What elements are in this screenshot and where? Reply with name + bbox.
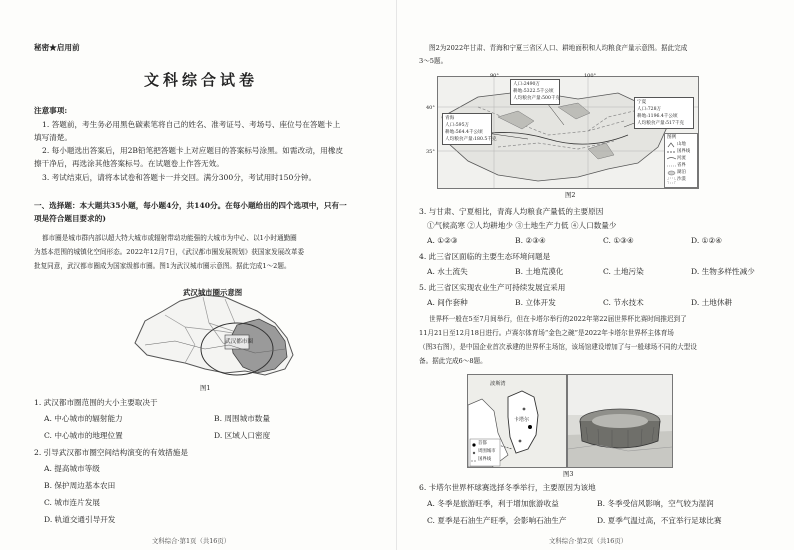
ningxia-population: 人口:728万 [637, 107, 662, 112]
secret-label: 秘密★启用前 [34, 43, 80, 52]
q1-option-b[interactable]: B. 周围城市数量 [214, 414, 270, 423]
q3-stem: 3. 与甘肃、宁夏相比，青海人均粮食产量低的主要原因 [419, 207, 604, 216]
q3-option-c[interactable]: C. ①③④ [603, 236, 634, 245]
intro-line: 3～5题。 [419, 57, 448, 65]
q2-option-a[interactable]: A. 提高城市等级 [44, 464, 100, 473]
q4-option-a[interactable]: A. 水土流失 [427, 267, 468, 276]
legend-title: 图例 [667, 135, 677, 140]
legend-border: 国界线 [478, 457, 492, 462]
q2-option-d[interactable]: D. 轨道交通引导开发 [44, 515, 116, 524]
legend-capital: 首都 [478, 441, 487, 446]
notice-line: 填写清楚。 [34, 133, 72, 142]
q2-option-c[interactable]: C. 城市连片发展 [44, 498, 100, 507]
q4-option-d[interactable]: D. 生物多样性减少 [691, 267, 755, 276]
gansu-box [510, 79, 560, 105]
gansu-farmland: 耕地:5322.5千公顷 [513, 89, 554, 94]
q6-stem: 6. 卡塔尔世界杯球赛选择冬季举行，主要原因为该地 [419, 483, 596, 492]
q1-option-c[interactable]: C. 中心城市的地理位置 [44, 431, 123, 440]
figure-1-caption: 图1 [200, 384, 211, 392]
section-heading: 项是符合题目要求的) [34, 214, 106, 223]
figure-1-map [125, 283, 300, 380]
fig2-legend [664, 133, 698, 188]
section-heading: 一、选择题：本大题共35小题，每小题4分，共140分。在每小题给出的四个选项中，只有一 [34, 201, 347, 210]
degree-label: 35° [426, 149, 435, 155]
degree-label: 90° [490, 73, 499, 79]
legend-item: 山地 [677, 142, 686, 147]
ningxia-box [634, 97, 694, 129]
legend-item: 省界 [677, 163, 686, 168]
q4-stem: 4. 此三省区面临的主要生态环境问题是 [419, 252, 551, 261]
map1-label: 武汉都市圈 [225, 339, 253, 345]
q6-option-c[interactable]: C. 夏季是石油生产旺季，会影响石油生产 [427, 516, 567, 525]
notice-line: 2. 每小题选出答案后，用2B铅笔把答题卡上对应题目的答案标号涂黑。如需改动，用橡皮 [42, 146, 344, 155]
stadium-photo [567, 374, 673, 468]
passage-line: （图3右图），是中国企业首次承建的世界杯主场馆，该场馆建设增加了与一般球场不同的大型设 [419, 343, 697, 351]
ningxia-farmland: 耕地:1196.4千公顷 [637, 114, 678, 119]
q1-stem: 1. 武汉都市圈范围的大小主要取决于 [34, 398, 158, 407]
legend-item: 沙漠 [677, 177, 686, 182]
notice-line: 1. 答题前，考生务必用黑色碳素笔将自己的姓名、准考证号、考场号、座位号在答题卡上 [42, 120, 341, 129]
figure-2-caption: 图2 [565, 191, 576, 199]
q1-option-d[interactable]: D. 区域人口密度 [214, 431, 271, 440]
q3-option-d[interactable]: D. ①②④ [691, 236, 723, 245]
legend-city: 周围城市 [478, 449, 496, 454]
q2-stem: 2. 引导武汉都市圈空间结构演变的有效措施是 [34, 448, 188, 457]
page-title: 文科综合试卷 [144, 71, 259, 89]
qinghai-grain: 人均粮食产量:180.5千克 [445, 137, 497, 142]
q4-option-b[interactable]: B. 土地荒漠化 [515, 267, 564, 276]
q1-option-a[interactable]: A. 中心城市的辐射能力 [44, 414, 123, 423]
qatar-label: 卡塔尔 [514, 417, 530, 423]
q5-option-b[interactable]: B. 立体开发 [515, 298, 556, 307]
qinghai-population: 人口:595万 [445, 123, 470, 128]
passage-line: 11月21日至12月18日进行。卢赛尔体育场“金色之碗”是2022年卡塔尔世界杯主体育场 [419, 329, 674, 337]
legend-item: 国界线 [677, 149, 691, 154]
q4-option-c[interactable]: C. 土地污染 [603, 267, 644, 276]
figure-3-caption: 图3 [563, 470, 574, 478]
ningxia-grain: 人均粮食产量:517千克 [637, 121, 685, 126]
q3-option-b[interactable]: B. ②③④ [515, 236, 546, 245]
q6-option-a[interactable]: A. 冬季是旅游旺季，利于增加旅游收益 [427, 499, 559, 508]
legend-item: 河流 [677, 156, 686, 161]
q2-option-b[interactable]: B. 保护周边基本农田 [44, 481, 116, 490]
q5-option-c[interactable]: C. 节水技术 [603, 298, 644, 307]
qinghai-name: 青海 [445, 116, 455, 121]
degree-label: 40° [426, 105, 435, 111]
notice-line: 擦干净后，再选涂其他答案标号。在试题卷上作答无效。 [34, 159, 224, 168]
intro-line: 图2为2022年甘肃、青海和宁夏三省区人口、耕地面积和人均粮食产量示意图。据此完成 [429, 44, 688, 52]
q5-option-d[interactable]: D. 土地休耕 [691, 298, 733, 307]
intro-line: 为基本范围的城镇化空间形态。2022年12月7日，《武汉都市圈发展规划》获国家发展改革委 [34, 248, 305, 256]
gansu-grain: 人均粮食产量:500千克 [513, 96, 561, 101]
qinghai-farmland: 耕地:564.4千公顷 [445, 130, 483, 135]
q6-option-d[interactable]: D. 夏季气温过高，不宜举行足球比赛 [597, 516, 722, 525]
map1-title: 武汉城市圈示意图 [183, 288, 243, 297]
notice-line: 3. 考试结束后，请将本试卷和答题卡一并交回。满分300分，考试用时150分钟。 [42, 173, 317, 182]
page-right [397, 0, 794, 550]
gansu-population: 人口:2490万 [513, 82, 541, 87]
passage-line: 世界杯一般在5至7月间举行，但在卡塔尔举行的2022年第22届世界杯比赛时间推迟到了 [429, 315, 687, 323]
q3-option-a[interactable]: A. ①②③ [427, 236, 458, 245]
figure-3-map [467, 374, 567, 468]
q3-items: ①气候高寒 ②人均耕地少 ③土地生产力低 ④人口数量少 [427, 221, 617, 230]
qinghai-box [442, 113, 497, 145]
q6-option-b[interactable]: B. 冬季受信风影响，空气较为湿润 [597, 499, 714, 508]
passage-line: 备。据此完成6～8题。 [419, 357, 487, 365]
q5-stem: 5. 此三省区实现农业生产可持续发展宜采用 [419, 283, 566, 292]
legend-item: 湖泊 [677, 170, 686, 175]
page-footer: 文科综合·第2页（共16页） [549, 537, 628, 545]
persian-gulf-label: 波斯湾 [490, 381, 506, 387]
degree-label: 100° [584, 73, 597, 79]
intro-line: 都市圈是城市群内部以超大特大城市或辐射带动功能强的大城市为中心、以1小时通勤圈 [42, 234, 297, 242]
intro-line: 批复同意，武汉都市圈成为国家级都市圈。图1为武汉城市圈示意图。据此完成1～2题。 [34, 262, 291, 270]
page-footer: 文科综合·第1页（共16页） [152, 537, 231, 545]
notice-heading: 注意事项: [34, 106, 68, 115]
ningxia-name: 宁夏 [637, 100, 647, 105]
figure-2-map [426, 73, 699, 189]
q5-option-a[interactable]: A. 间作套种 [427, 298, 468, 307]
